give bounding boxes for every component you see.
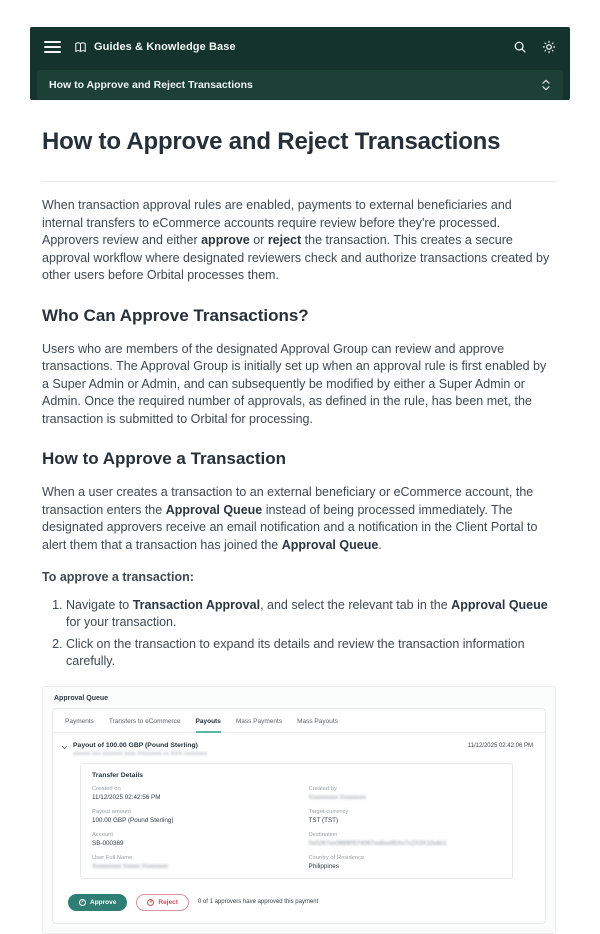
page-title: How to Approve and Reject Transactions — [42, 128, 501, 155]
field-target-currency: Target currency TST (TST) — [308, 808, 349, 824]
page — [0, 27, 600, 906]
field-payout-amount: Payout amount 100.00 GBP (Pound Sterling) — [92, 808, 174, 824]
field-created-by: Created by Xxxxxxxxx Xxxxxxxx — [308, 785, 366, 801]
chevron-down-icon[interactable] — [61, 744, 68, 751]
approval-queue-screenshot — [42, 686, 556, 934]
tab-transfers-to-ecommerce[interactable]: Transfers to eCommerce — [108, 717, 181, 725]
breadcrumb: How to Approve and Reject Transactions — [49, 79, 253, 91]
hamburger-menu-icon[interactable] — [44, 41, 61, 53]
how-to-approve-paragraph: When a user creates a transaction to an external beneficiary or eCommerce account, the transaction enters the Approval Queue instead of being processed immediately. The designated approvers receive an email notification and a notification in the Client Portal to alert them that a transaction has joined the Approval Queue. — [42, 485, 538, 552]
transaction-title: Payout of 100.00 GBP (Pound Sterling) — [73, 741, 198, 749]
field-created-on: Created on 11/12/2025 02:42:56 PM — [92, 785, 161, 801]
steps-intro: To approve a transaction: — [42, 570, 194, 584]
field-user-full-name: User Full Name Xxxxxxxxx Xxxxx Xxxxxxxx — [92, 854, 168, 870]
app-title: Guides & Knowledge Base — [94, 41, 236, 53]
divider — [42, 181, 556, 182]
app-brand[interactable] — [74, 41, 236, 54]
cross-circle-icon: ✕ — [148, 898, 153, 904]
transaction-row[interactable] — [53, 733, 545, 763]
header-top-bar — [30, 27, 570, 67]
approval-actions — [53, 887, 545, 923]
tab-mass-payouts[interactable]: Mass Payouts — [297, 717, 338, 725]
transaction-timestamp: 11/12/2025 02:42:06 PM — [467, 742, 533, 749]
transaction-subtitle-redacted: xxxxxx xxx xxxxxxx xxxx Xxxxxxxx xx XXX xxxxxxxx — [73, 750, 207, 757]
check-circle-icon: ✓ — [80, 898, 85, 904]
reject-button[interactable]: ✕ Reject — [136, 894, 189, 911]
theme-toggle-sun-icon[interactable] — [542, 40, 556, 54]
approval-queue-card — [52, 708, 546, 924]
header-icons — [513, 40, 556, 54]
field-account: Account SB-000369 — [92, 831, 124, 847]
step-2: 2. Click on the transaction to expand its details and review the transaction information carefully. — [66, 636, 556, 671]
app-header — [30, 27, 570, 100]
tab-mass-payments[interactable]: Mass Payments — [235, 717, 283, 725]
who-can-approve-paragraph: Users who are members of the designated Approval Group can review and approve transactions. The Approval Group is initially set up when an approval rule is first enabled by a Super Admin or Admin, and can subsequently be modified by either a Super Admin or Admin. Once the required number of approvals, as defined in the rule, has been met, the transaction is submitted to Orbital for processing. — [42, 341, 547, 426]
field-destination: Destination 0x0267xx08890574067xx8xx85Xx7x2X3X10x8x1 — [308, 831, 447, 847]
screenshot-page-title: Approval Queue — [54, 694, 109, 702]
book-icon — [74, 41, 87, 54]
approval-steps-list — [42, 597, 556, 671]
section-heading-who-can-approve: Who Can Approve Transactions? — [42, 305, 309, 325]
transfer-details-grid — [92, 786, 501, 870]
transfer-details-card — [80, 763, 513, 879]
approvers-status-text: 0 of 1 approvers have approved this payment — [197, 899, 319, 905]
step-1: 1. Navigate to Transaction Approval, and select the relevant tab in the Approval Queue for your transaction. — [66, 597, 556, 632]
search-icon[interactable] — [513, 40, 527, 54]
tab-payments[interactable]: Payments — [65, 717, 94, 725]
approval-queue-tabs — [53, 709, 545, 733]
breadcrumb-selector[interactable] — [37, 70, 563, 100]
chevrons-updown-icon — [541, 78, 551, 92]
tab-payouts[interactable]: Payouts — [196, 718, 221, 733]
intro-paragraph: When transaction approval rules are enabled, payments to external beneficiaries and internal transfers to eCommerce accounts require review before they're processed. Approvers review and either approve or reject the transaction. This creates a secure approval workflow where designated reviewers check and authorize transactions created by other users before Orbital processes them. — [42, 198, 550, 282]
transfer-details-heading: Transfer Details — [92, 771, 143, 779]
field-country-of-residence: Country of Residence Philippines — [308, 854, 365, 870]
approve-button[interactable]: ✓ Approve — [68, 894, 127, 911]
article — [42, 128, 556, 934]
section-heading-how-to-approve: How to Approve a Transaction — [42, 449, 287, 468]
transaction-titles — [73, 742, 207, 757]
